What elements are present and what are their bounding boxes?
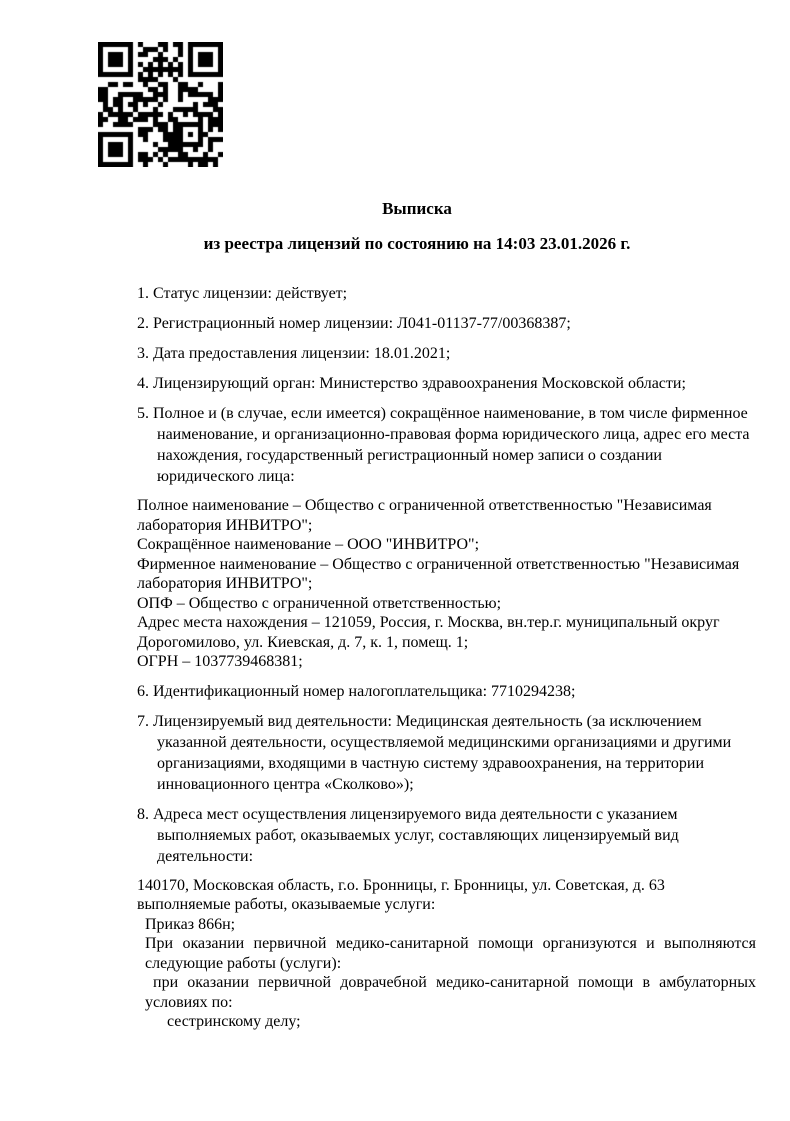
paragraph-activity-addresses-intro	[137, 804, 756, 867]
text-line: 3. Дата предоставления лицензии: 18.01.2021;	[137, 345, 451, 362]
paragraph-grant-date	[137, 343, 756, 364]
text-line: сестринскому делу;	[167, 1013, 301, 1030]
paragraph-address-works-list	[137, 876, 756, 1032]
paragraph-licensed-activity	[137, 711, 756, 795]
text-line: при оказании первичной доврачебной медико-санитарной помощи в амбулаторных	[153, 974, 756, 991]
text-line: условиях по:	[145, 993, 233, 1011]
text-line: указанной деятельности, осуществляемой медицинскими организациями и другими	[157, 733, 732, 751]
text-line: 6. Идентификационный номер налогоплательщика: 7710294238;	[137, 682, 576, 700]
text-line: 8. Адреса мест осуществления лицензируемого вида деятельности с указанием	[137, 805, 678, 823]
text-line: наименование, и организационно-правовая форма юридического лица, адрес его места	[157, 426, 750, 443]
text-line: лаборатория ИНВИТРО";	[137, 516, 313, 534]
text-line: 5. Полное и (в случае, если имеется) сокращённое наименование, в том числе фирменное	[137, 405, 748, 422]
text-line: Сокращённое наименование – ООО "ИНВИТРО";	[137, 536, 480, 553]
text-line: ОГРН – 1037739468381;	[137, 653, 303, 670]
text-line: Приказ 866н;	[145, 915, 236, 933]
paragraph-license-status	[137, 283, 756, 304]
text-line: лаборатория ИНВИТРО";	[137, 575, 313, 592]
text-line: выполняемые работы, оказываемые услуги:	[137, 896, 436, 913]
paragraph-registration-number	[137, 313, 756, 334]
text-line: выполняемых работ, оказываемых услуг, составляющих лицензируемый вид	[157, 826, 679, 844]
text-line: Фирменное наименование – Общество с ограниченной ответственностью "Независимая	[137, 555, 740, 573]
text-line: Адрес места нахождения – 121059, Россия, г. Москва, вн.тер.г. муниципальный округ	[137, 614, 720, 631]
text-line: При оказании первичной медико-санитарной помощи организуются и выполняются	[145, 935, 756, 952]
text-line: следующие работы (услуги):	[145, 954, 342, 972]
text-line: ОПФ – Общество с ограниченной ответственностью;	[137, 594, 502, 612]
document-body	[137, 283, 756, 1032]
text-line: деятельности:	[157, 847, 254, 865]
text-line: инновационного центра «Сколково»);	[157, 775, 414, 793]
text-line: Полное наименование – Общество с ограниченной ответственностью "Независимая	[137, 497, 712, 514]
text-line: 140170, Московская область, г.о. Бронницы, г. Бронницы, ул. Советская, д. 63	[137, 876, 665, 894]
text-line: нахождения, государственный регистрационный номер записи о создании	[157, 447, 662, 464]
text-line: 4. Лицензирующий орган: Министерство здравоохранения Московской области;	[137, 375, 686, 392]
document-title: Выписка	[382, 199, 452, 218]
text-line: юридического лица:	[157, 468, 295, 485]
text-line: организациями, входящими в частную систему здравоохранения, на территории	[157, 754, 705, 772]
qr-code-icon	[98, 42, 223, 167]
paragraph-licensing-authority	[137, 373, 756, 394]
paragraph-taxpayer-number	[137, 681, 756, 702]
text-line: 2. Регистрационный номер лицензии: Л041-01137-77/00368387;	[137, 315, 571, 332]
paragraph-org-details	[137, 496, 756, 672]
text-line: Дорогомилово, ул. Киевская, д. 7, к. 1, помещ. 1;	[137, 633, 469, 651]
text-line: 7. Лицензируемый вид деятельности: Медицинская деятельность (за исключением	[137, 712, 702, 730]
paragraph-org-names-intro	[137, 403, 756, 487]
document-subtitle: из реестра лицензий по состоянию на 14:03 23.01.2026 г.	[203, 234, 631, 253]
text-line: 1. Статус лицензии: действует;	[137, 285, 348, 302]
